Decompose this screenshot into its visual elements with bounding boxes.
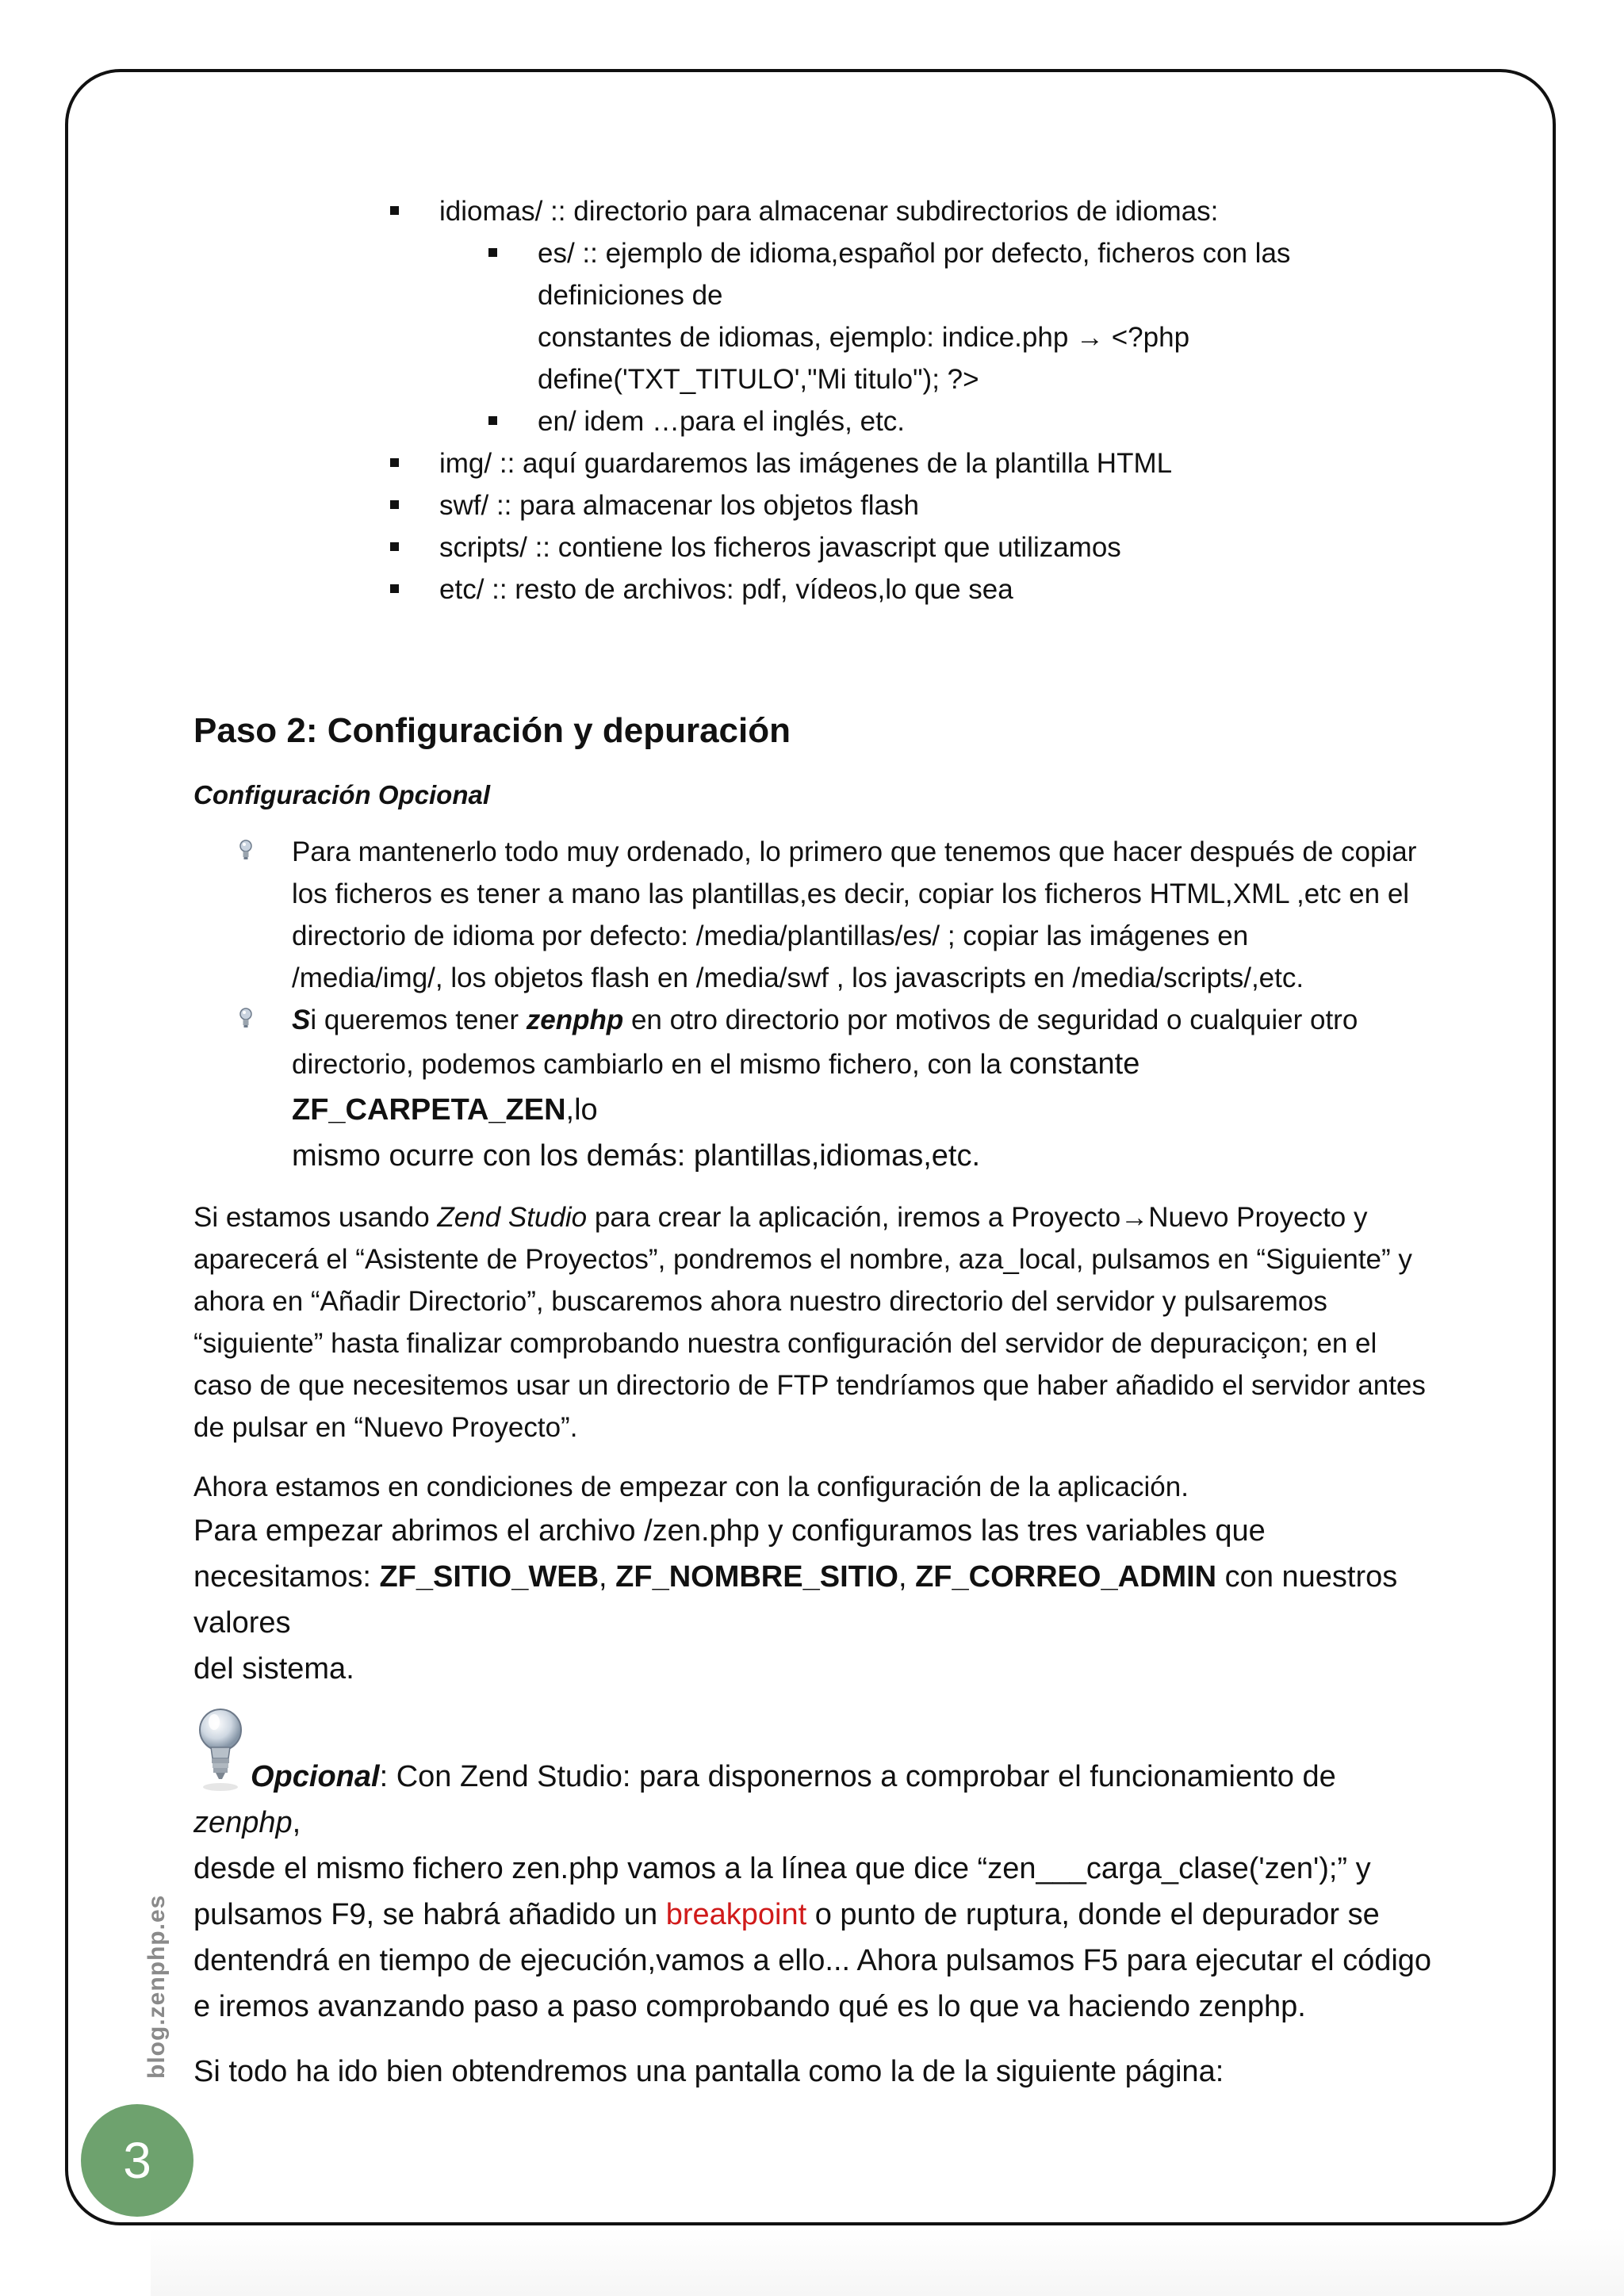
paragraph-result: Si todo ha ido bien obtendremos una pantalla como la de la siguiente página: — [193, 2055, 1224, 2088]
lightbulb-icon — [193, 1705, 247, 1793]
list-item: img/ :: aquí guardaremos las imágenes de la plantilla HTML — [390, 442, 1438, 484]
paragraph-optional: Opcional: Con Zend Studio: para disponernos a comprobar el funcionamiento de zenphp, desde el mismo fichero zen.php vamos a la línea que dice “zen___carga_clase('zen');” y pulsamos F9, se habrá añadido un breakpoint o punto de ruptura, donde el depurador se dentendrá en tiempo de ejecución,vamos a ello... Ahora pulsamos F5 para ejecutar el código e iremos avanzando paso a paso comprobando qué es lo que va haciendo zenphp. — [193, 1754, 1438, 2030]
paragraph-zend-studio: Si estamos usando Zend Studio para crear la aplicación, iremos a Proyecto→Nuevo Proyecto y aparecerá el “Asistente de Proyectos”, pondremos el nombre, aza_local, pulsamos en “Siguiente” y ahora en “Añadir Directorio”, buscaremos ahora nuestro directorio del servidor y pulsaremos “siguiente” hasta finalizar comprobando nuestra configuración del servidor de depuraciçon; en el caso de que necesitemos usar un directorio de FTP tendríamos que haber añadido el servidor antes de pulsar en “Nuevo Proyecto”. — [193, 1202, 1426, 1443]
paragraph-conditions: Ahora estamos en condiciones de empezar con la configuración de la aplicación. — [193, 1471, 1189, 1502]
list-item: scripts/ :: contiene los ficheros javascript que utilizamos — [390, 526, 1438, 568]
bullet-square-icon — [390, 206, 399, 215]
list-item: idiomas/ :: directorio para almacenar subdirectorios de idiomas: es/ :: ejemplo de idioma,español por defecto, ficheros con las definiciones de constantes de idiomas, ejemplo: indice.php → <?php define('TXT_TITULO',"Mi titulo"); ?> en/ idem …para el inglés, etc. — [390, 190, 1438, 442]
section-heading: Paso 2: Configuración y depuración — [193, 711, 791, 750]
list-item: es/ :: ejemplo de idioma,español por defecto, ficheros con las definiciones de constantes de idiomas, ejemplo: indice.php → <?php define('TXT_TITULO',"Mi titulo"); ?> — [488, 232, 1438, 400]
lightbulb-icon — [238, 839, 254, 863]
subsection-heading: Configuración Opcional — [193, 780, 491, 809]
bullet-square-icon — [488, 416, 497, 425]
page-shadow — [151, 2228, 1624, 2296]
tips-list — [193, 831, 1438, 1179]
tip-item: Si queremos tener zenphp en otro directorio por motivos de seguridad o cualquier otro directorio, podemos cambiarlo en el mismo fichero, con la constante ZF_CARPETA_ZEN,lo mismo ocurre con los demás: plantillas,idiomas,etc. — [292, 999, 1438, 1179]
paragraph-variables: Para empezar abrimos el archivo /zen.php y configuramos las tres variables que necesitamos: ZF_SITIO_WEB, ZF_NOMBRE_SITIO, ZF_CORREO_ADMIN con nuestros valores del sistema. — [193, 1514, 1398, 1686]
list-item: en/ idem …para el inglés, etc. — [488, 400, 1438, 442]
bullet-square-icon — [390, 458, 399, 467]
lightbulb-icon — [238, 1007, 254, 1031]
bullet-square-icon — [390, 542, 399, 551]
breakpoint-term: breakpoint — [665, 1898, 807, 1931]
sidebar-site-label: blog.zenphp.es — [144, 1894, 170, 2079]
tip-item: Para mantenerlo todo muy ordenado, lo primero que tenemos que hacer después de copiar los ficheros es tener a mano las plantillas,es decir, copiar los ficheros HTML,XML ,etc en el directorio de idioma por defecto: /media/plantillas/es/ ; copiar las imágenes en /media/img/, los objetos flash en /media/swf , los javascripts en /media/scripts/,etc. — [292, 831, 1438, 999]
list-item: swf/ :: para almacenar los objetos flash — [390, 484, 1438, 526]
language-sublist — [488, 232, 1438, 442]
list-item: etc/ :: resto de archivos: pdf, vídeos,lo que sea — [390, 568, 1438, 610]
bullet-square-icon — [390, 500, 399, 509]
bullet-square-icon — [488, 248, 497, 257]
bullet-square-icon — [390, 584, 399, 593]
page-number-badge: 3 — [81, 2104, 193, 2217]
document-body — [193, 190, 1438, 2095]
folder-list — [390, 190, 1438, 610]
